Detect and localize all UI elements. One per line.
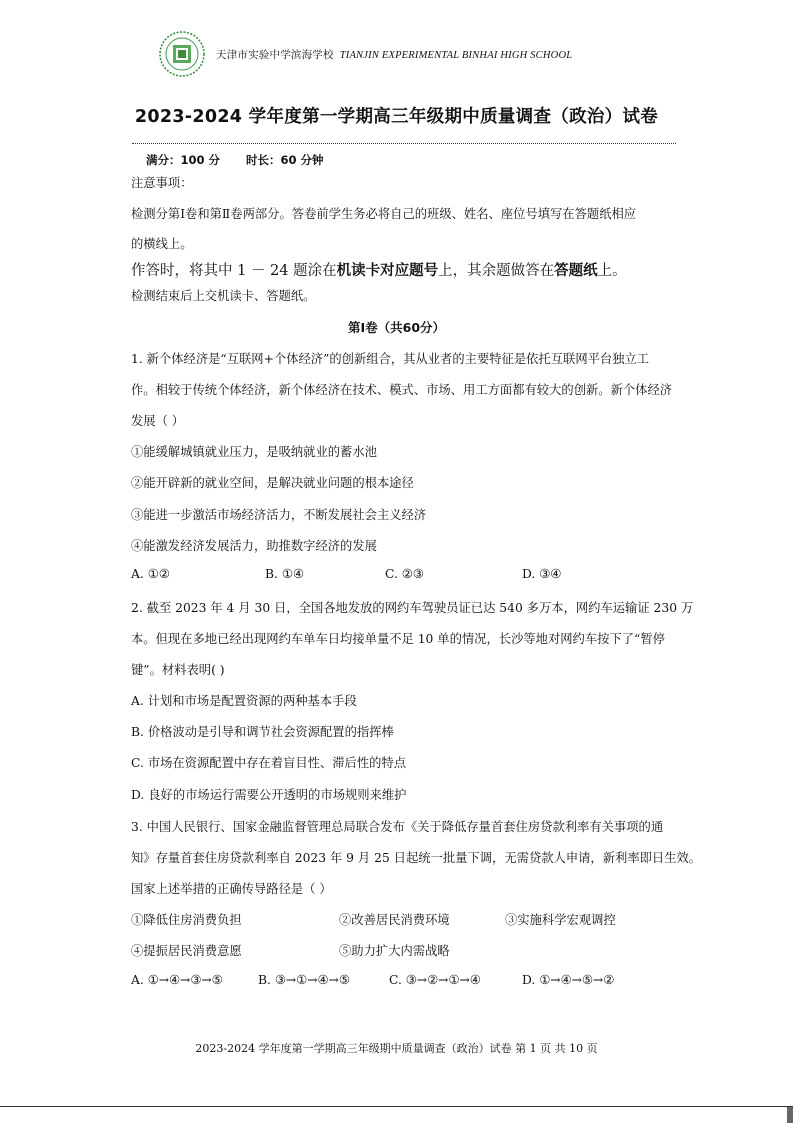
q3-option-b: B. ③→①→④→⑤ [258,973,350,987]
notice-line-4: 检测结束后上交机读卡、答题纸。 [131,289,316,303]
title-divider [132,143,676,144]
notice-line-3-emph-1: 机读卡对应题号 [336,263,439,279]
q3-line-1: 3. 中国人民银行、国家金融监督管理总局联合发布《关于降低存量首套住房贷款利率有关事项的通 [131,820,664,834]
q1-line-2: 作。相较于传统个体经济，新个体经济在技术、模式、市场、用工方面都有较大的创新。新个体经济 [131,383,673,397]
q3-statement-2: ②改善居民消费环境 [339,913,450,927]
q3-option-c: C. ③→②→①→④ [389,973,481,987]
school-logo-icon [158,30,206,78]
q1-line-3: 发展（ ） [131,414,185,428]
q1-option-c: C. ②③ [385,567,424,581]
q2-option-b: B. 价格波动是引导和调节社会资源配置的指挥棒 [131,725,394,739]
q1-option-d: D. ③④ [522,567,562,581]
notice-line-2: 的横线上。 [131,237,193,251]
q2-line-2: 本。但现在多地已经出现网约车单车日均接单量不足 10 单的情况，长沙等地对网约车按下了“暂停 [131,632,665,646]
q2-option-d: D. 良好的市场运行需要公开透明的市场规则来维护 [131,788,407,802]
exam-meta [146,152,346,168]
q2-option-a: A. 计划和市场是配置资源的两种基本手段 [131,694,357,708]
q2-line-1: 2. 截至 2023 年 4 月 30 日，全国各地发放的网约车驾驶员证已达 540 多万本，网约车运输证 230 万 [131,601,694,615]
q3-statement-4: ④提振居民消费意愿 [131,944,242,958]
q1-statement-1: ①能缓解城镇就业压力，是吸纳就业的蓄水池 [131,445,377,459]
q2-line-3: 键”。材料表明( ) [131,663,225,677]
q1-statement-3: ③能进一步激活市场经济活力，不断发展社会主义经济 [131,508,427,522]
q1-option-b: B. ①④ [265,567,304,581]
notice-heading: 注意事项： [131,176,193,190]
section-1-title: 第Ⅰ卷（共60分） [347,320,446,335]
notice-line-3-part-a: 作答时，将其中 1 － 24 题涂在 [131,263,337,279]
notice-line-3 [131,259,627,280]
notice-line-3-emph-2: 答题纸 [554,263,598,279]
school-name-en: TIANJIN EXPERIMENTAL BINHAI HIGH SCHOOL [339,49,573,61]
q3-statement-1: ①降低住房消费负担 [131,913,242,927]
school-header [158,30,572,78]
q3-statement-5: ⑤助力扩大内需战略 [339,944,450,958]
full-score: 满分：100 分 [146,153,221,167]
q3-option-a: A. ①→④→③→⑤ [131,973,223,987]
notice-line-3-part-e: 上。 [597,263,627,279]
q1-statement-2: ②能开辟新的就业空间，是解决就业问题的根本途径 [131,476,414,490]
school-name [216,47,572,62]
notice-line-1: 检测分第Ⅰ卷和第Ⅱ卷两部分。答卷前学生务必将自己的班级、姓名、座位号填写在答题纸相应 [131,207,637,221]
exam-title: 2023-2024 学年度第一学期高三年级期中质量调查（政治）试卷 [134,107,659,127]
notice-line-3-part-c: 上，其余题做答在 [438,263,555,279]
page-footer: 2023-2024 学年度第一学期高三年级期中质量调查（政治）试卷 第 1 页 共 10 页 [195,1042,598,1055]
duration: 时长：60 分钟 [246,153,324,167]
q3-line-3: 国家上述举措的正确传导路径是（ ） [131,882,332,896]
q1-option-a: A. ①② [131,567,170,581]
school-name-cn: 天津市实验中学滨海学校 [216,48,334,61]
q3-option-d: D. ①→④→⑤→② [522,973,615,987]
q1-statement-4: ④能激发经济发展活力，助推数字经济的发展 [131,539,377,553]
q2-option-c: C. 市场在资源配置中存在着盲目性、滞后性的特点 [131,756,407,770]
q3-statement-3: ③实施科学宏观调控 [505,913,616,927]
bottom-scroll-edge [0,1106,793,1123]
q1-line-1: 1. 新个体经济是“互联网+个体经济”的创新组合，其从业者的主要特征是依托互联网平台独立工 [131,352,650,366]
q3-line-2: 知》存量首套住房贷款利率自 2023 年 9 月 25 日起统一批量下调，无需贷款人申请，新利率即日生效。 [131,851,702,865]
